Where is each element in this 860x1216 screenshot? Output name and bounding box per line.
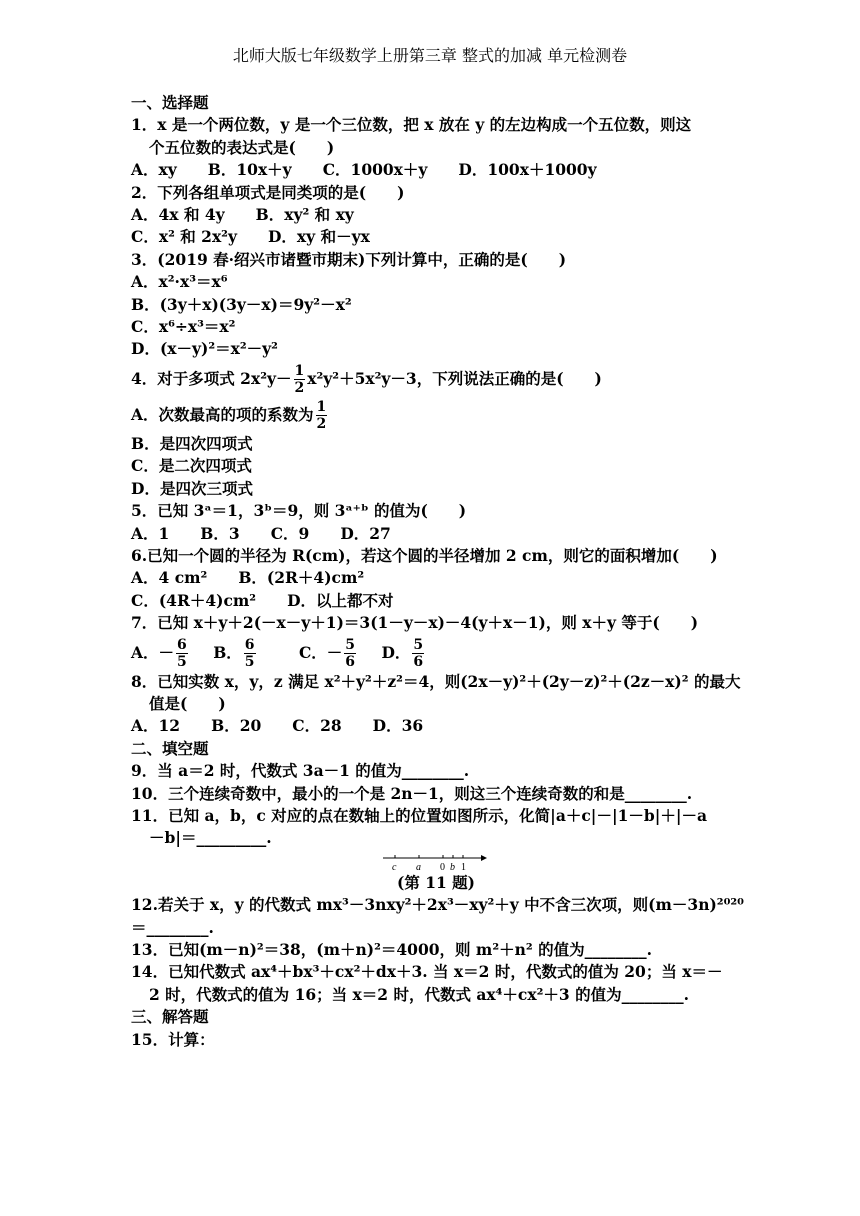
fraction-numerator: 6 bbox=[244, 637, 255, 654]
question-4 bbox=[131, 361, 741, 397]
label-one: 1 bbox=[461, 861, 466, 872]
fraction-half bbox=[316, 399, 328, 432]
question-3-option-c: C．x⁶÷x³＝x² bbox=[131, 317, 236, 337]
label-b: b bbox=[450, 861, 455, 872]
option-b-label: B． bbox=[213, 642, 242, 662]
option-d-label: D． bbox=[381, 642, 411, 662]
label-zero: 0 bbox=[440, 861, 445, 872]
question-10: 10．三个连续奇数中，最小的一个是 2n－1，则这三个连续奇数的和是________. bbox=[131, 783, 693, 803]
section-heading: 二、填空题 bbox=[131, 738, 209, 758]
question-11-cont: －b|＝_________. bbox=[149, 828, 272, 848]
fraction-denominator: 5 bbox=[177, 654, 187, 671]
question-6-options-ab: A．4 cm² B．(2R＋4)cm² bbox=[131, 568, 365, 588]
question-1-cont: 个五位数的表达式是( ) bbox=[149, 137, 335, 157]
option-c-label: C．－ bbox=[298, 642, 343, 662]
fraction-numerator: 5 bbox=[345, 637, 356, 654]
fraction-six-fifths bbox=[244, 637, 256, 670]
fraction-denominator: 5 bbox=[244, 654, 255, 671]
question-7: 7．已知 x＋y＋2(－x－y＋1)＝3(1－y－x)－4(y＋x－1)，则 x＋y 等于( ) bbox=[131, 613, 699, 633]
question-14: 14．已知代数式 ax⁴＋bx³＋cx²＋dx＋3. 当 x＝2 时，代数式的值为 20；当 x＝－ bbox=[131, 962, 723, 982]
question-13: 13．已知(m－n)²＝38，(m＋n)²＝4000，则 m²＋n² 的值为________. bbox=[131, 940, 652, 959]
fraction-denominator: 2 bbox=[316, 416, 327, 433]
number-line bbox=[381, 854, 491, 872]
question-2-options-ab: A．4x 和 4y B．xy² 和 xy bbox=[131, 205, 354, 225]
question-4-option-a-text: A．次数最高的项的系数为 bbox=[131, 404, 314, 424]
question-5-options: A．1 B．3 C．9 D．27 bbox=[131, 523, 391, 543]
fraction-numerator: 1 bbox=[294, 363, 305, 380]
page-title: 北师大版七年级数学上册第三章 整式的加减 单元检测卷 bbox=[232, 46, 628, 65]
fraction-denominator: 6 bbox=[413, 654, 424, 671]
fraction-numerator: 6 bbox=[177, 637, 187, 654]
fraction-five-sixths bbox=[344, 637, 356, 670]
fraction-half bbox=[294, 363, 306, 396]
question-3: 3．(2019 春·绍兴市诸暨市期末)下列计算中，正确的是( ) bbox=[131, 249, 567, 269]
question-4-option-a bbox=[131, 397, 741, 433]
question-2-options-cd: C．x² 和 2x²y D．xy 和－yx bbox=[131, 227, 370, 247]
question-8-cont: 值是( ) bbox=[149, 693, 226, 713]
number-line-figure bbox=[131, 854, 741, 872]
question-3-option-d: D．(x－y)²＝x²－y² bbox=[131, 339, 278, 359]
question-15: 15．计算： bbox=[131, 1029, 215, 1049]
question-14-cont: 2 时，代数式的值为 16；当 x＝2 时，代数式 ax⁴＋cx²＋3 的值为________. bbox=[149, 984, 689, 1004]
option-a-label: A．－ bbox=[131, 642, 175, 662]
question-12-cont: ＝________. bbox=[131, 917, 214, 937]
question-4-option-d: D．是四次三项式 bbox=[131, 478, 253, 498]
label-c: c bbox=[392, 861, 397, 872]
question-4-option-b: B．是四次四项式 bbox=[131, 433, 253, 453]
question-8-options: A．12 B．20 C．28 D．36 bbox=[131, 716, 424, 736]
question-7-options bbox=[131, 635, 741, 671]
worksheet-content bbox=[131, 92, 744, 1051]
question-6: 6.已知一个圆的半径为 R(cm)，若这个圆的半径增加 2 cm，则它的面积增加( ) bbox=[131, 545, 718, 565]
question-11: 11．已知 a，b，c 对应的点在数轴上的位置如图所示，化简|a＋c|－|1－b|＋|－a bbox=[131, 805, 708, 825]
section-heading: 一、选择题 bbox=[131, 93, 209, 112]
question-3-option-b: B．(3y＋x)(3y－x)＝9y²－x² bbox=[131, 294, 352, 314]
question-12: 12.若关于 x，y 的代数式 mx³－3nxy²＋2x³－xy²＋y 中不含三次项，则(m－3n)²⁰²⁰ bbox=[131, 895, 744, 915]
question-4-text-a: 4．对于多项式 2x²y－ bbox=[131, 368, 292, 388]
question-5: 5．已知 3ᵃ＝1，3ᵇ＝9，则 3ᵃ⁺ᵇ 的值为( ) bbox=[131, 501, 467, 521]
question-1: 1．x 是一个两位数，y 是一个三位数，把 x 放在 y 的左边构成一个五位数，则这 bbox=[131, 115, 692, 135]
question-1-options: A．xy B．10x＋y C．1000x＋y D．100x＋1000y bbox=[131, 160, 597, 180]
figure-caption: (第 11 题) bbox=[396, 872, 476, 892]
fraction-numerator: 5 bbox=[413, 637, 424, 654]
fraction-denominator: 2 bbox=[294, 380, 305, 397]
question-3-option-a: A．x²·x³＝x⁶ bbox=[131, 272, 228, 292]
question-8: 8．已知实数 x，y，z 满足 x²＋y²＋z²＝4，则(2x－y)²＋(2y－z)²＋(2z－x)² 的最大 bbox=[131, 671, 741, 691]
question-6-options-cd: C．(4R＋4)cm² D．以上都不对 bbox=[131, 590, 394, 610]
fraction-denominator: 6 bbox=[345, 654, 356, 671]
question-2: 2．下列各组单项式是同类项的是( ) bbox=[131, 182, 405, 202]
question-4-text-b: x²y²＋5x²y－3，下列说法正确的是( ) bbox=[307, 368, 602, 388]
fraction-numerator: 1 bbox=[316, 399, 327, 416]
fraction-five-sixths bbox=[412, 637, 424, 670]
section-heading: 三、解答题 bbox=[131, 1007, 209, 1027]
question-4-option-c: C．是二次四项式 bbox=[131, 456, 252, 476]
label-a: a bbox=[416, 861, 421, 872]
fraction-six-fifths bbox=[176, 637, 188, 670]
question-9: 9．当 a＝2 时，代数式 3a－1 的值为________. bbox=[131, 761, 470, 781]
